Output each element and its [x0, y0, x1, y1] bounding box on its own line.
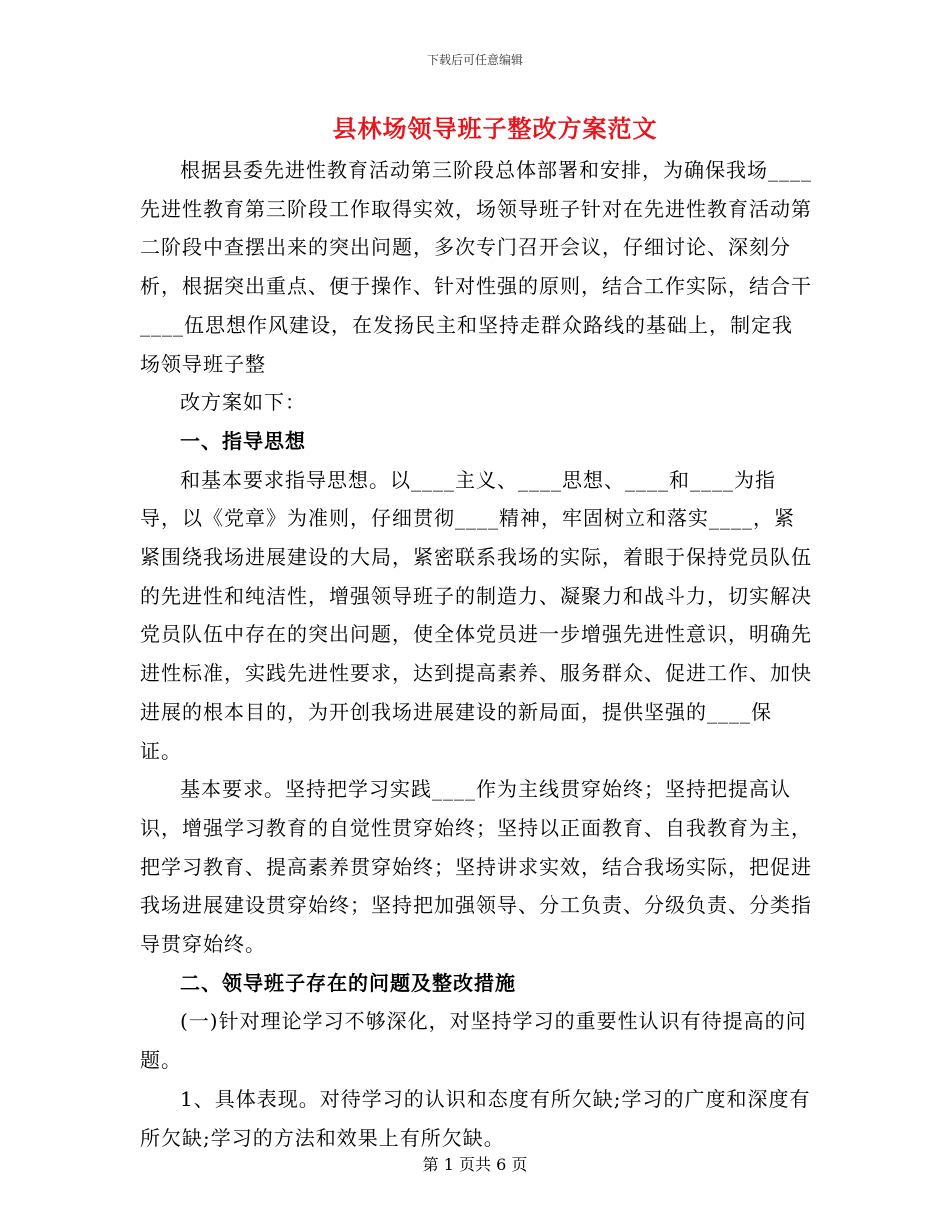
section-heading-guiding-thought: 一、指导思想: [180, 428, 306, 453]
section-heading-problems: 二、领导班子存在的问题及整改措施: [180, 970, 516, 995]
document-body: [140, 151, 812, 1157]
paragraph-guiding-thought: 和基本要求指导思想。以____主义、____思想、____和____为指导，以《党章》为准则，仔细贯彻____精神，牢固树立和落实____，紧紧围绕我场进展建设的大局，紧密联系我场的实际，着眼于保持党员队伍的先进性和纯洁性，增强领导班子的制造力、凝聚力和战斗力，切实解决党员队伍中存在的突出问题，使全体党员进一步增强先进性意识，明确先进性标准，实践先进性要求，达到提高素养、服务群众、促进工作、加快进展的根本目的，为开创我场进展建设的新局面，提供坚强的____保证。: [140, 467, 812, 763]
paragraph-problem-one: (一)针对理论学习不够深化，对坚持学习的重要性认识有待提高的问题。: [140, 1009, 807, 1073]
paragraph-intro: 根据县委先进性教育活动第三阶段总体部署和安排，为确保我场____先进性教育第三阶段工作取得实效，场领导班子针对在先进性教育活动第二阶段中查摆出来的突出问题，多次专门召开会议，仔细讨论、深刻分析，根据突出重点、便于操作、针对性强的原则，结合工作实际，结合干____伍思想作风建设，在发扬民主和坚持走群众路线的基础上，制定我场领导班子整: [140, 158, 812, 376]
header-note: 下载后可任意编辑: [426, 53, 523, 67]
document-title: 县林场领导班子整改方案范文: [332, 114, 658, 143]
page-number: 第 1 页共 6 页: [422, 1155, 528, 1174]
paragraph-specific-manifestation: 1、具体表现。对待学习的认识和态度有所欠缺;学习的广度和深度有所欠缺;学习的方法和效果上有所欠缺。: [140, 1086, 811, 1150]
paragraph-basic-requirements: 基本要求。坚持把学习实践____作为主线贯穿始终；坚持把提高认识，增强学习教育的自觉性贯穿始终；坚持以正面教育、自我教育为主，把学习教育、提高素养贯穿始终；坚持讲求实效，结合我场实际，把促进我场进展建设贯穿始终；坚持把加强领导、分工负责、分级负责、分类指导贯穿始终。: [140, 777, 812, 957]
paragraph-intro-continued: 改方案如下：: [180, 390, 306, 415]
